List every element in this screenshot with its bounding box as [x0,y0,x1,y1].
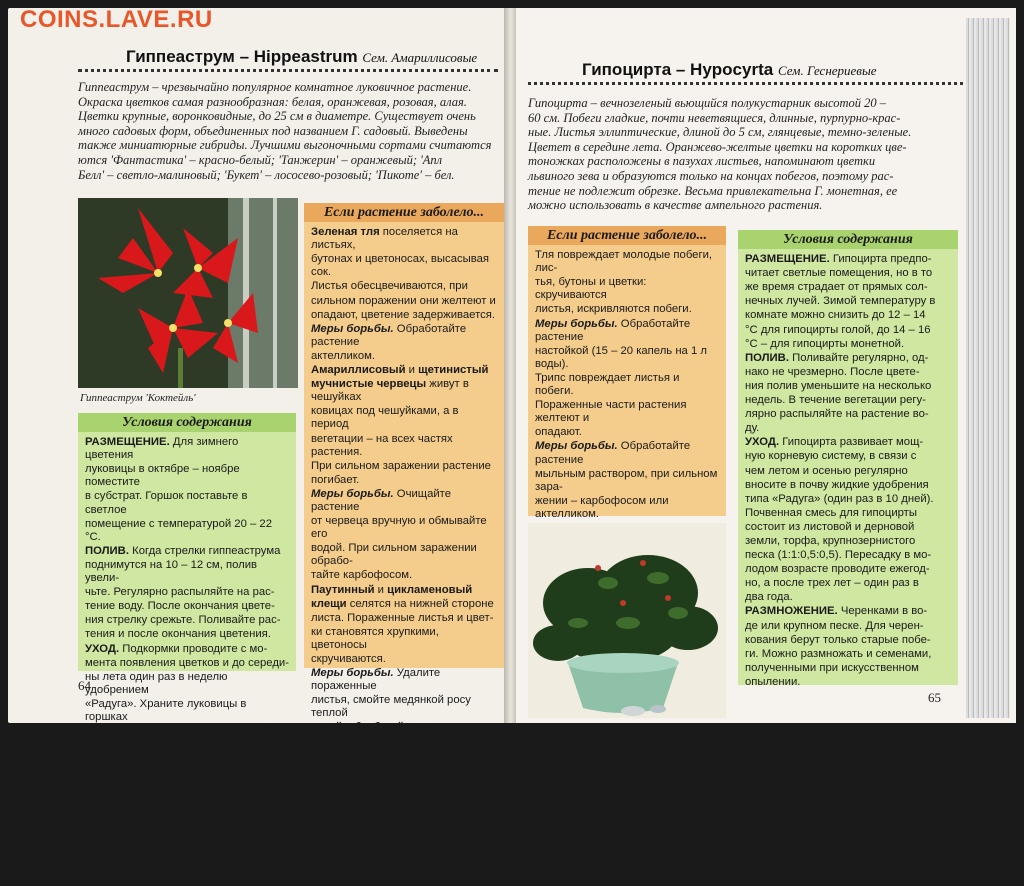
intro-line: Цветет в середине лета. Оранжево-желтые цветки на коротких цве- [528,139,907,154]
intro-line: можно использовать в качестве ампельного растения. [528,198,823,213]
box-text: вегетации – на всех частях растения. [311,432,453,458]
right-page [516,8,1016,723]
box-text: Меры борьбы. [535,440,618,453]
box-text: помещение с температурой 20 – 22 °С. [85,517,272,543]
box-line [311,790,497,816]
box-line [535,303,719,316]
box-line [535,495,719,521]
box-text: погибает. [311,473,360,486]
box-text: Подкормки проводите с мо- [119,642,268,655]
disease-box-right [528,226,726,520]
intro-line: львиного зева и образуются только на концах побегов, поэтому рас- [528,168,894,183]
box-line [311,515,497,541]
watermark: COINS.LAVE.RU [20,6,213,33]
plant-title: Гиппеаструм – Hippeastrum [126,47,358,66]
box-text: Листья обесцвечиваются, при [311,280,468,293]
box-text: РАЗМЕЩЕНИЕ. [745,253,830,266]
box-text: и [374,583,388,596]
box-line [745,465,951,478]
care-box-right [738,230,958,688]
box-line [311,763,497,789]
box-line [311,405,497,431]
box-text: Паутинный [311,583,375,596]
box-text: ния стрелку срежьте. Поливайте рас- [85,614,281,627]
box-text: Меры борьбы. [535,317,618,330]
box-line [745,324,951,337]
box-text: тайте карбофосом. [311,569,413,582]
box-text: ПОЛИВ. [745,351,789,364]
box-text: ния полив уменьшите на несколько [745,379,932,392]
box-text: водой, обработайте растения актелликом. [311,721,467,747]
intro-text [528,96,958,213]
box-text: ны лета один раз в неделю удобрением [85,670,228,696]
box-text: °С для гипоцирты голой, до 14 – 16 [745,323,931,336]
disease-heading: Если растение заболело... [304,203,504,222]
box-text: ную корневую систему, в связи с [745,450,917,463]
box-line [745,563,951,576]
box-text: ги. Можно размножать и семенами, [745,647,932,660]
box-line [311,721,497,747]
box-line [311,253,497,279]
page-title-left [126,47,477,67]
box-line [311,488,497,514]
box-line [311,749,497,762]
box-text: Зеленая тля [311,226,380,239]
box-text: опылении. [745,675,801,688]
box-text: живут в чешуйках [311,378,469,404]
box-line [535,345,719,371]
box-line [311,653,497,666]
page-number-left: 64 [78,678,91,693]
intro-line: Окраска цветков самая разнообразная: белая, оранжевая, розовая, алая. [78,94,467,109]
box-text: Когда стрелки гиппеаструма [128,544,281,557]
box-text: читает светлые помещения, но в то [745,267,933,280]
box-text: и [405,364,419,377]
intro-line: ются 'Фантастика' – красно-белый; 'Танжерин' – оранжевый; 'Апл [78,152,443,167]
book-spread [8,8,1016,885]
box-text: Обработайте гиппеа- [311,831,467,857]
box-text: типа «Радуга» (один раз в 10 дней). [745,492,934,505]
box-line [745,535,951,548]
box-text: Удалите пораженные [311,667,441,693]
box-line [745,267,951,280]
box-line [85,600,289,613]
box-text: тения и после окончания цветения. [85,628,271,641]
box-text: РАЗМНОЖЕНИЕ. [745,605,838,618]
box-line [535,399,719,425]
box-text: Детками и семенами. [85,739,235,765]
box-line [745,620,951,633]
box-text: бутонах и цветоносах, высасывая сок. [311,253,490,279]
box-text: Почвенная смесь для гипоцирты [745,506,917,519]
box-line [85,725,289,738]
box-text: два года. [745,591,793,604]
box-text: поселяется на листьях, [311,226,458,252]
box-text: лодом возрасте проводите ежегод- [745,563,930,576]
box-line [745,577,951,590]
box-text: лярно распыляйте на растение во- [745,408,929,421]
box-line [311,817,497,830]
box-line [535,318,719,344]
box-text: Обработайте растение [535,317,691,343]
box-line [85,698,289,724]
box-line [745,507,951,520]
box-line [745,662,951,675]
box-line [745,422,951,435]
box-line [311,542,497,568]
dotted-rule [528,82,963,85]
box-text: Антракноз. [311,762,373,775]
box-text: мучнистые червецы [311,378,427,391]
box-line [311,598,497,611]
box-text: Гипоцирта предпо- [829,253,932,266]
box-text: селятся на нижней стороне [346,597,494,610]
box-line [85,463,289,489]
box-text: комнате можно снизить до 12 – 14 [745,309,926,322]
box-text: поднимутся на 10 – 12 см, полив увели- [85,558,258,585]
box-line [311,612,497,625]
hypocyrta-photo [528,523,726,718]
box-text: бурые округлые пятна в виде бугорков [311,789,465,816]
box-line [85,671,289,697]
plant-family: Сем. Геснериевые [777,63,877,78]
box-text: Амариллисовый [311,364,406,377]
box-text: сильном поражении они желтеют и [311,294,496,307]
box-text: песка (1:1:0,5:0,5). Пересадку в мо- [745,549,932,562]
box-text: Гипоцирта развивает мощ- [779,436,924,449]
box-line [535,468,719,494]
disease-box-left [304,203,504,885]
box-line [311,858,497,871]
box-line [311,280,497,293]
care-heading: Условия содержания [738,230,958,249]
box-text: цикламеновый [387,583,473,596]
box-text: УХОД. [745,436,780,449]
box-line [311,831,497,857]
box-text: водой. При сильном заражении обрабо- [311,542,477,568]
intro-text [78,80,503,182]
intro-line: 60 см. Побеги гладкие, почти неветвящиеся, длинные, пурпурно-крас- [528,110,901,125]
box-line [745,338,951,351]
box-text: На листьях появляются [311,762,435,788]
box-text: вносите в почву жидкие удобрения [745,478,929,491]
intro-line: Белл' – светло-малиновый; 'Букет' – лососево-розовый; 'Пикоте' – бел. [78,167,455,182]
box-text: чьте. Регулярно распыляйте на рас- [85,586,275,599]
box-text: Обработайте растение [535,440,691,466]
box-text: недель. В течение вегетации регу- [745,394,926,407]
box-text: скручиваются. [311,653,386,665]
box-line [311,460,497,473]
plant-family: Сем. Амариллисовые [362,50,478,65]
box-line [311,364,497,377]
box-line [745,380,951,393]
box-line [745,450,951,463]
box-line [311,433,497,459]
box-line [85,657,289,670]
box-line [745,309,951,322]
box-line [311,667,497,693]
box-text: полученными при искусственном [745,661,919,674]
intro-line: тение не подлежит обрезке. Весьма привлекательна Г. монетная, ее [528,183,898,198]
box-text: струм фундазолом несколько раз с [311,858,496,871]
dotted-rule [78,69,498,72]
box-line [85,436,289,462]
box-text: РАЗМНОЖЕНИЕ. [85,739,178,752]
box-text: кования берут только старые побе- [745,633,931,646]
box-line [535,276,719,302]
disease-heading: Если растение заболело... [528,226,726,245]
box-text: Пораженные части растения желтеют и [535,399,687,425]
box-line [745,493,951,506]
box-line [745,394,951,407]
box-line [311,694,497,720]
page-number-right: 65 [928,690,941,705]
box-text: чем летом и осенью регулярно [745,464,908,477]
box-line [311,626,497,652]
box-line [85,586,289,599]
box-line [745,436,951,449]
page-edges [966,18,1010,718]
box-line [745,295,951,308]
intro-line: Гиппеаструм – чрезвычайно популярное комнатное луковичное растение. [78,80,472,94]
box-text: Очищайте растение [311,487,452,513]
box-text: Обработайте растение [311,322,467,348]
photo-caption: Гиппеаструм 'Коктейль' [80,392,196,404]
box-text: ПОЛИВ. [85,544,129,557]
box-text: щетинистый [418,364,489,377]
intro-line: ные. Листья эллиптические, длиной до 5 см, глянцевые, темно-зеленые. [528,125,912,140]
intro-line: Цветки крупные, воронковидные, до 25 см в диаметре. Существует очень [78,109,476,124]
hippeastrum-photo [78,198,298,388]
box-text: де или крупном песке. Для черен- [745,619,924,632]
box-text: опадают. [535,426,582,439]
box-text: нако не чрезмерно. После цвете- [745,365,920,378]
box-line [311,295,497,308]
box-text: При сильном заражении растение [311,459,491,472]
box-text: Черенками в во- [837,605,928,618]
box-text: Меры борьбы. [311,487,394,500]
box-text: интервалом 12 – 14 дней. [311,872,447,885]
box-text: Тля повреждает молодые побеги, лис- [535,249,713,275]
box-text: в субстрат. Горшок поставьте в светлое [85,490,248,516]
box-line [745,591,951,604]
box-text: Поливайте регулярно, од- [788,351,929,364]
box-line [535,440,719,466]
box-line [311,350,497,363]
box-text: Для зимнего цветения [85,436,239,462]
box-line [745,408,951,421]
plant-title: Гипоцирта – Hypocyrta [582,60,774,79]
box-text: клещи [311,597,347,610]
box-line [535,249,719,275]
box-text: листья, смойте медянкой росу теплой [311,694,471,720]
page-title-right [582,60,877,80]
box-line [745,366,951,379]
box-line [535,372,719,398]
box-line [311,309,497,322]
box-line [311,873,497,886]
intro-line: также миниатюрные гибриды. Лучшими выгоночными сортами считаются [78,138,492,153]
box-line [745,479,951,492]
box-line [85,628,289,641]
box-text: жении – карбофосом или актелликом. [535,494,669,520]
box-text: мента появления цветков и до середи- [85,656,289,669]
box-text: ки становятся хрупкими, цветоносы [311,625,439,651]
box-text: °С – для гипоцирты монетной. [745,337,905,350]
box-line [745,648,951,661]
box-line [85,490,289,516]
box-text: же время страдает от прямых сол- [745,281,928,294]
box-text: подушечек. [311,817,371,830]
box-text: «Радуга». Храните луковицы в горшках [85,697,247,723]
box-line [745,352,951,365]
box-text: тение воду. После окончания цвете- [85,600,275,613]
box-text: Меры борьбы. [311,322,394,335]
intro-line: Гипоцирта – вечнозеленый вьющийся полукустарник высотой 20 – [528,96,886,110]
box-line [745,549,951,562]
box-text: листа. Пораженные листья и цвет- [311,611,494,624]
box-text: РАЗМЕЩЕНИЕ. [85,436,170,449]
box-text: настойкой (15 – 20 капель на 1 л воды). [535,344,707,370]
box-text: ликом. [311,748,347,761]
box-text: УХОД. [85,642,120,655]
box-text: опадают, цветение задерживается. [311,308,496,321]
box-line [85,643,289,656]
box-line [745,281,951,294]
intro-line: тоножках расположены в пазухах листьев, напоминают цветки [528,154,876,169]
box-text: состоит из листовой и дерновой [745,520,915,533]
box-text: или отдельно при температуре 13 °С. [85,725,283,738]
box-line [85,739,289,765]
box-line [85,518,289,544]
box-line [745,634,951,647]
box-text: тья, бутоны и цветки: скручиваются [535,276,647,302]
box-line [311,474,497,487]
box-text: мыльным раствором, при сильном зара- [535,467,718,493]
box-text: листья, искривляются побеги. [535,303,692,316]
box-line [745,605,951,618]
box-text: луковицы в октябре – ноябре поместите [85,463,240,489]
box-text: от червеца вручную и обмывайте его [311,515,487,541]
care-heading: Условия содержания [78,413,296,432]
box-line [311,378,497,404]
intro-line: много садовых форм, объединенных под названием Г. садовый. Выведены [78,123,468,138]
box-line [745,676,951,689]
box-line [85,545,289,558]
box-line [745,253,951,266]
box-line [535,426,719,439]
box-text: земли, торфа, крупнозернистого [745,534,916,547]
box-line [311,569,497,582]
box-text: ду. [745,422,760,435]
box-line [311,584,497,597]
box-line [311,226,497,252]
box-line [85,614,289,627]
box-text: Меры борьбы. [311,667,394,680]
box-text: ковицах под чешуйками, а в период [311,405,459,431]
box-text: но, а после трех лет – один раз в [745,577,919,590]
box-text: нечных лучей. Зимой температуру в [745,295,936,308]
box-text: Меры борьбы. [311,831,394,844]
box-line [85,559,289,585]
box-text: актелликом. [311,349,376,362]
box-text: Трипс повреждает листья и побеги. [535,371,680,398]
left-page [8,8,508,885]
box-line [311,323,497,349]
box-line [745,521,951,534]
